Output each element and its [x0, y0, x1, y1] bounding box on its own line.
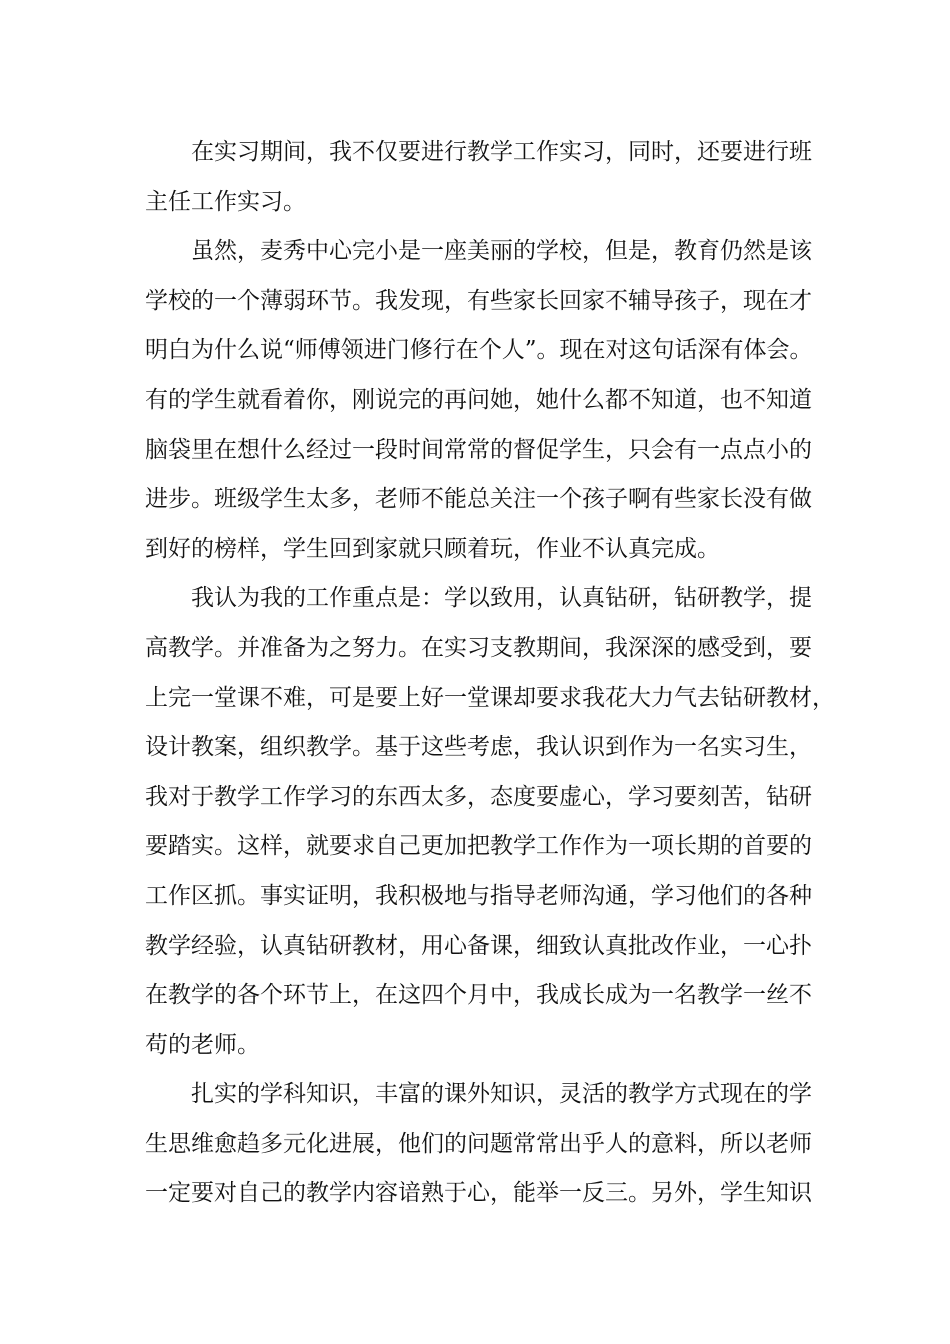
text-line: 脑袋里在想什么经过一段时间常常的督促学生，只会有一点点小的: [145, 436, 812, 463]
text-line: 生思维愈趋多元化进展，他们的问题常常出乎人的意料，所以老师: [145, 1130, 812, 1157]
text-line: 教学经验，认真钻研教材，用心备课，细致认真批改作业，一心扑: [145, 932, 812, 959]
text-line: 到好的榜样，学生回到家就只顾着玩，作业不认真完成。: [145, 535, 720, 562]
text-line: 一定要对自己的教学内容谙熟于心，能举一反三。另外，学生知识: [145, 1180, 812, 1207]
text-line: 苟的老师。: [145, 1031, 260, 1058]
text-line: 要踏实。这样，就要求自己更加把教学工作作为一项长期的首要的: [145, 833, 812, 860]
text-line: 明白为什么说“师傅领进门修行在个人”。现在对这句话深有体会。: [145, 337, 813, 364]
paragraph: [145, 574, 835, 1070]
text-line: 设计教案，组织教学。基于这些考虑，我认识到作为一名实习生，: [145, 734, 812, 761]
text-line: 学校的一个薄弱环节。我发现，有些家长回家不辅导孩子，现在才: [145, 287, 812, 314]
text-line: 有的学生就看着你，刚说完的再问她，她什么都不知道，也不知道: [145, 386, 812, 413]
paragraph: [145, 128, 810, 227]
text-line: 进步。班级学生太多，老师不能总关注一个孩子啊有些家长没有做: [145, 486, 812, 513]
text-line: 虽然，麦秀中心完小是一座美丽的学校，但是，教育仍然是该: [191, 238, 812, 265]
text-line: 扎实的学科知识，丰富的课外知识，灵活的教学方式现在的学: [191, 1081, 812, 1108]
text-line: 在实习期间，我不仅要进行教学工作实习，同时，还要进行班: [191, 139, 812, 165]
paragraph: [145, 227, 813, 574]
text-line: 上完一堂课不难，可是要上好一堂课却要求我花大力气去钻研教材，: [145, 684, 835, 711]
document-body: [145, 128, 835, 1219]
text-line: 我对于教学工作学习的东西太多，态度要虚心，学习要刻苦，钻研: [145, 783, 812, 810]
text-line: 高教学。并准备为之努力。在实习支教期间，我深深的感受到，要: [145, 634, 812, 661]
text-line: 我认为我的工作重点是：学以致用，认真钻研，钻研教学，提: [191, 585, 812, 612]
text-line: 工作区抓。事实证明，我积极地与指导老师沟通，学习他们的各种: [145, 882, 812, 909]
text-line: 主任工作实习。: [145, 188, 306, 215]
paragraph: [145, 1070, 810, 1219]
text-line: 在教学的各个环节上，在这四个月中，我成长成为一名教学一丝不: [145, 982, 812, 1009]
